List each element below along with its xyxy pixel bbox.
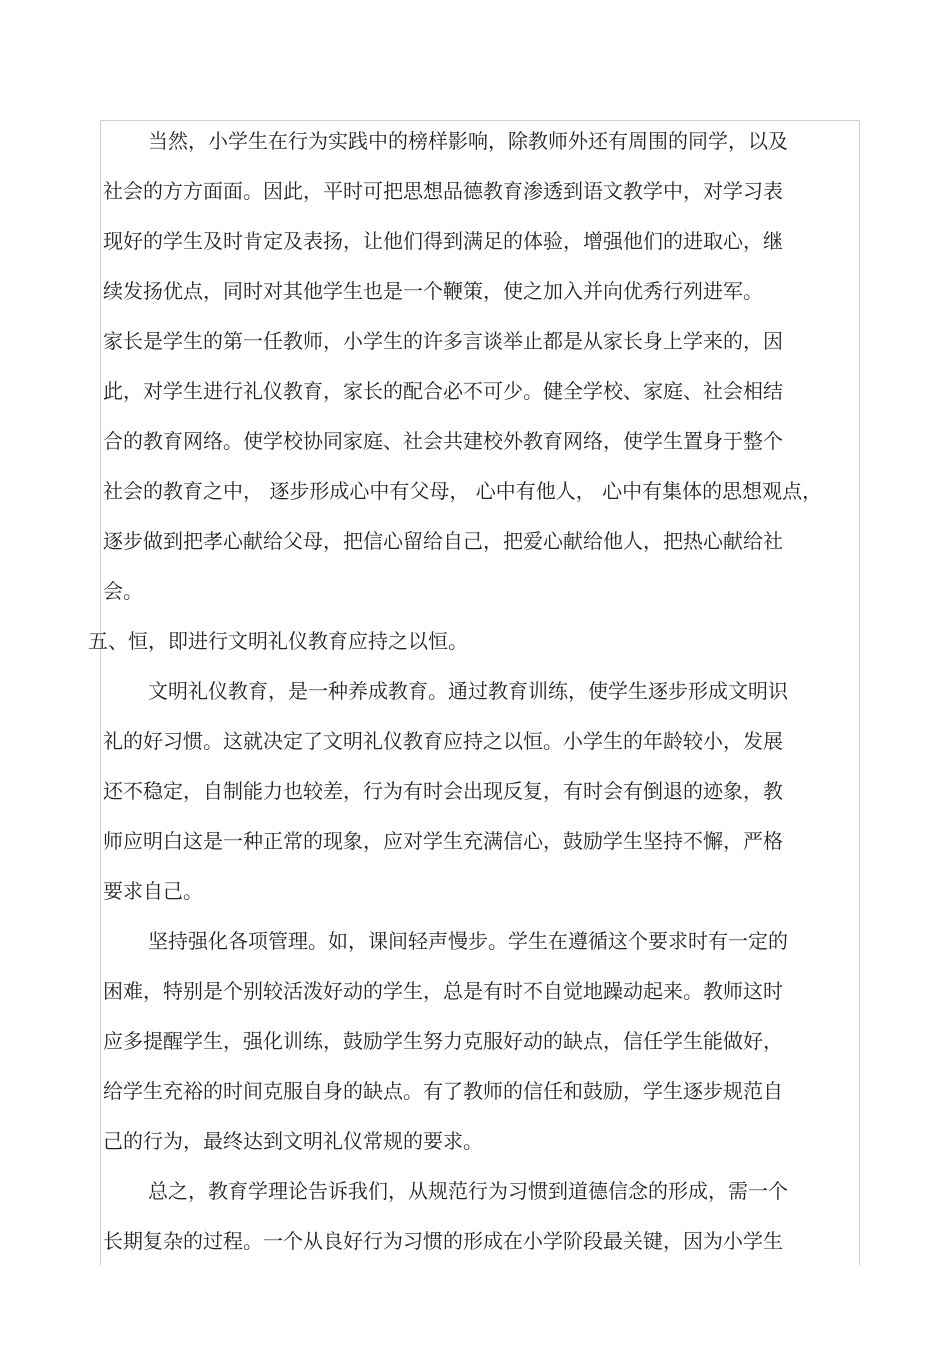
section-heading: 五、恒，即进行文明礼仪教育应持之以恒。 bbox=[88, 629, 468, 653]
text-line: 逐步做到把孝心献给父母，把信心留给自己，把爱心献给他人，把热心献给社 bbox=[103, 529, 783, 553]
text-line: 此，对学生进行礼仪教育，家长的配合必不可少。健全学校、家庭、社会相结 bbox=[103, 379, 783, 403]
text-line: 应多提醒学生，强化训练，鼓励学生努力克服好动的缺点，信任学生能做好， bbox=[103, 1029, 783, 1053]
text-line: 合的教育网络。使学校协同家庭、社会共建校外教育网络，使学生置身于整个 bbox=[103, 429, 783, 453]
text-line: 要求自己。 bbox=[103, 879, 203, 903]
text-line: 困难，特别是个别较活泼好动的学生，总是有时不自觉地躁动起来。教师这时 bbox=[103, 979, 783, 1003]
text-line: 礼的好习惯。这就决定了文明礼仪教育应持之以恒。小学生的年龄较小，发展 bbox=[103, 729, 783, 753]
text-line: 坚持强化各项管理。如，课间轻声慢步。学生在遵循这个要求时有一定的 bbox=[148, 929, 788, 953]
text-line: 文明礼仪教育，是一种养成教育。通过教育训练，使学生逐步形成文明识 bbox=[148, 679, 788, 703]
text-line: 当然，小学生在行为实践中的榜样影响，除教师外还有周围的同学，以及 bbox=[148, 129, 788, 153]
text-line: 社会的教育之中， 逐步形成心中有父母， 心中有他人， 心中有集体的思想观点， bbox=[103, 479, 823, 503]
text-line: 给学生充裕的时间克服自身的缺点。有了教师的信任和鼓励，学生逐步规范自 bbox=[103, 1079, 783, 1103]
text-line: 现好的学生及时肯定及表扬，让他们得到满足的体验，增强他们的进取心，继 bbox=[103, 229, 783, 253]
text-line: 社会的方方面面。因此，平时可把思想品德教育渗透到语文教学中，对学习表 bbox=[103, 179, 783, 203]
text-line: 长期复杂的过程。一个从良好行为习惯的形成在小学阶段最关键，因为小学生 bbox=[103, 1229, 783, 1253]
text-line: 师应明白这是一种正常的现象，应对学生充满信心，鼓励学生坚持不懈，严格 bbox=[103, 829, 783, 853]
text-line: 续发扬优点，同时对其他学生也是一个鞭策，使之加入并向优秀行列进军。 bbox=[103, 279, 763, 303]
text-line: 还不稳定，自制能力也较差，行为有时会出现反复，有时会有倒退的迹象，教 bbox=[103, 779, 783, 803]
text-line: 会。 bbox=[103, 579, 143, 603]
text-line: 己的行为，最终达到文明礼仪常规的要求。 bbox=[103, 1129, 483, 1153]
text-line: 总之，教育学理论告诉我们，从规范行为习惯到道德信念的形成，需一个 bbox=[148, 1179, 788, 1203]
text-line: 家长是学生的第一任教师，小学生的许多言谈举止都是从家长身上学来的，因 bbox=[103, 329, 783, 353]
